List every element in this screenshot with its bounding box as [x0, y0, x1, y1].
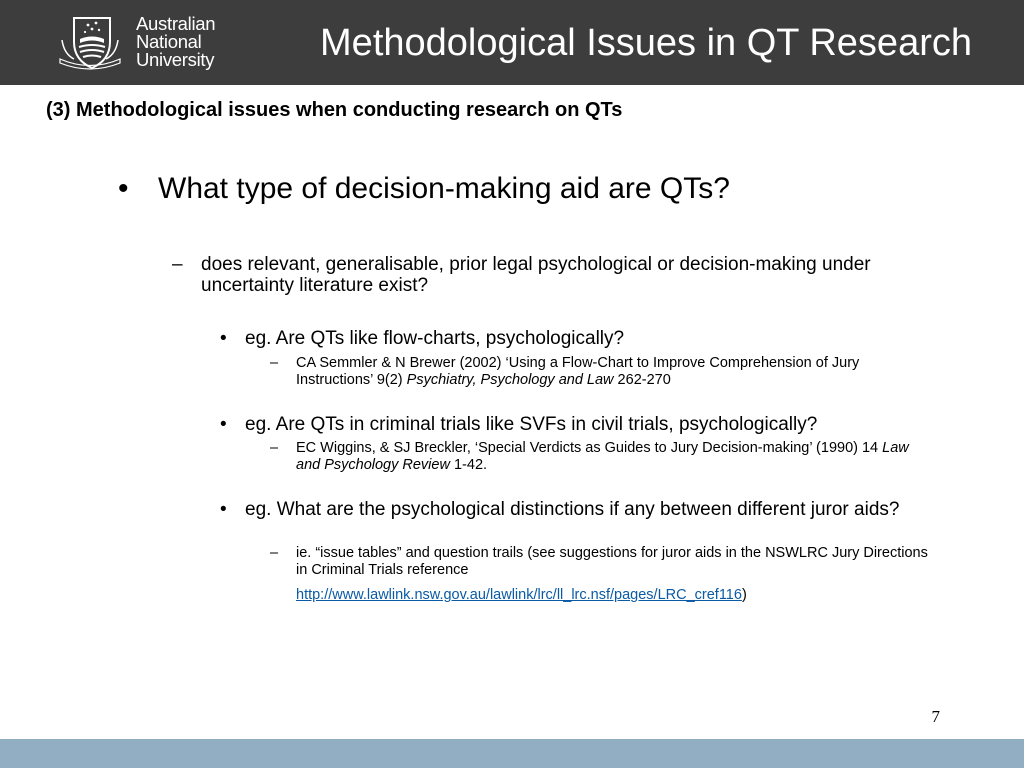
reference-item [270, 355, 930, 389]
reference-suffix: 262-270 [613, 372, 671, 388]
slide-title: Methodological Issues in QT Research [320, 22, 972, 64]
reference-item [270, 545, 930, 579]
slide-subtitle: (3) Methodological issues when conducting research on QTs [46, 99, 623, 121]
reference-prefix: CA Semmler & N Brewer (2002) ‘Using a Flow-Chart to Improve Comprehension of Jury Instructions’ 9(2) [296, 355, 860, 388]
reference-text [296, 355, 930, 389]
sub-point-text: does relevant, generalisable, prior legal psychological or decision-making under uncertainty literature exist? [201, 254, 871, 296]
reference-suffix: 1-42. [449, 457, 488, 473]
dash-mark: – [270, 440, 279, 456]
dash-mark: – [270, 355, 279, 371]
dash-mark: – [172, 254, 183, 275]
bullet-mark: • [118, 172, 129, 205]
example-text: eg. Are QTs in criminal trials like SVFs in civil trials, psychologically? [245, 414, 818, 435]
reference-prefix: EC Wiggins, & SJ Breckler, ‘Special Verdicts as Guides to Jury Decision-making’ (1990) 14 [296, 440, 883, 456]
reference-text [296, 440, 930, 474]
reference-journal: Law and Psychology Review [296, 440, 909, 473]
logo-wordmark [136, 15, 215, 69]
page-number: 7 [931, 707, 940, 726]
bullet-mark: • [220, 328, 227, 349]
reference-item [270, 440, 930, 474]
example-text: eg. What are the psychological distinctions if any between different juror aids? [245, 499, 900, 520]
bullet-mark: • [220, 414, 227, 435]
sub-point [172, 254, 892, 296]
reference-journal: Psychiatry, Psychology and Law [406, 372, 614, 388]
lawlink-url-link[interactable]: http://www.lawlink.nsw.gov.au/lawlink/lrc/ll_lrc.nsf/pages/LRC_cref116 [296, 587, 742, 603]
bullet-mark: • [220, 499, 227, 520]
footer-bar [0, 739, 1024, 768]
main-bullet-text: What type of decision-making aid are QTs? [158, 172, 730, 205]
logo-line-3: University [136, 49, 215, 70]
example-text: eg. Are QTs like flow-charts, psychologically? [245, 328, 625, 349]
reference-text: ie. “issue tables” and question trails (see suggestions for juror aids in the NSWLRC Jury Directions in Criminal Trials reference [296, 545, 928, 578]
header-bar [0, 0, 1024, 85]
example-item [220, 414, 940, 435]
dash-mark: – [270, 545, 279, 561]
anu-crest-icon [54, 12, 126, 72]
logo-line-2: National [136, 31, 202, 52]
reference-link-line [296, 587, 747, 604]
reference-link-suffix: ) [741, 587, 747, 603]
example-item [220, 499, 940, 520]
logo-line-1: Australian [136, 13, 216, 34]
example-item [220, 328, 940, 349]
